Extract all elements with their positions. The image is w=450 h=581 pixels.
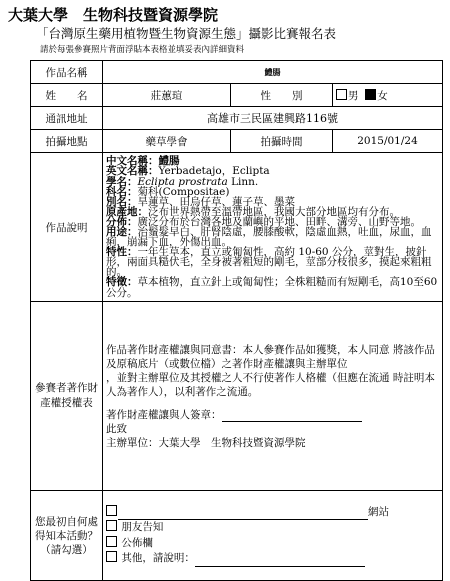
work-name-label: 作品名稱 [31, 61, 103, 84]
row-work-name [31, 61, 443, 84]
address-field[interactable]: 高雄市三民區建興路116號 [103, 107, 443, 130]
desc-value: 旱蓮草、田烏仔草、蓮子草、墨菜 [137, 195, 295, 208]
source-question-label: 您最初自何處得知本活動？（請勾選） [31, 491, 103, 581]
row-address [31, 107, 443, 130]
source-other-checkbox[interactable] [106, 551, 117, 562]
form-instruction: 請於每張參賽照片背面浮貼本表格並填妥表內詳細資料 [40, 45, 245, 55]
source-options [103, 491, 443, 581]
signature-field[interactable] [222, 411, 362, 422]
desc-key: 用途： [106, 226, 138, 238]
row-name-gender [31, 84, 443, 107]
desc-value: 治鬚髮早白、肝腎陰虛，腰膝酸軟，陰虛血熱，吐血，尿血，血痢，崩漏下血，外傷出血。 [106, 226, 432, 249]
desc-key: 分佈： [106, 215, 138, 228]
desc-key: 特徵： [106, 276, 138, 289]
gender-female-label: 女 [377, 89, 388, 102]
gender-label: 性 別 [231, 84, 333, 107]
desc-value: Linn. [227, 175, 259, 188]
gender-female-checkbox[interactable] [365, 89, 376, 100]
desc-value: 一年生草本，直立或匍匐性，高約 10-60 公分，莖對生，披針形，兩面具糙伏毛，全身被著粗短的剛毛，莖部分枝很多，摸起來粗粗的。 [106, 246, 432, 279]
desc-key: 學名： [106, 175, 138, 188]
location-field[interactable]: 藥草學會 [103, 130, 231, 153]
source-bulletin-label: 公佈欄 [121, 536, 153, 549]
rights-agreement-label: 參賽者著作財產權授權表 [31, 302, 103, 491]
address-label: 通訊地址 [31, 107, 103, 130]
desc-value: 鱧腸 [158, 155, 180, 168]
source-website-checkbox[interactable] [106, 505, 117, 516]
desc-key: 科名： [106, 185, 138, 198]
time-label: 拍攝時間 [231, 130, 333, 153]
source-other-field[interactable] [195, 556, 365, 567]
source-bulletin-checkbox[interactable] [106, 536, 117, 547]
rights-agreement-text [103, 302, 443, 491]
form-title: 「台灣原生藥用植物暨生物資源生態」攝影比賽報名表 [36, 26, 337, 41]
location-label: 拍攝地點 [31, 130, 103, 153]
work-name-field[interactable]: 鱧腸 [103, 61, 443, 84]
row-location-time [31, 130, 443, 153]
org-title: 大葉大學 生物科技暨資源學院 [8, 6, 219, 24]
desc-value: 廣泛分布於台灣各地及蘭嶼的平地、田畔、溝旁、山野等地。 [137, 215, 421, 228]
desc-key: 英文名稱： [106, 165, 159, 178]
agreement-paragraph-2: ，並對主辦單位及其授權之人不行使著作人格權（但應在流通 時註明本人為著作人），以利著作之流通。 [106, 371, 435, 398]
name-label: 姓 名 [31, 84, 103, 107]
description-field[interactable] [103, 153, 443, 302]
source-website-label: 網站 [368, 505, 389, 518]
desc-value: 泛布世界熱帶至溫帶地區，我國大部分地區均有分布。 [148, 205, 400, 218]
desc-key: 特性： [106, 246, 138, 259]
time-field[interactable]: 2015/01/24 [333, 130, 443, 153]
description-label: 作品說明 [31, 153, 103, 302]
desc-value: 草本植物，直立針上或匍匐性；全株粗糙而有短剛毛，高10至60公分。 [106, 276, 438, 299]
gender-male-checkbox[interactable] [336, 89, 347, 100]
desc-value: 菊科(Compositae) [137, 185, 230, 198]
desc-key: 原產地： [106, 205, 148, 218]
source-other-label: 其他，請說明： [121, 552, 195, 564]
signature-label: 著作財產權讓與人簽章： [106, 408, 222, 421]
source-friend-label: 朋友告知 [121, 521, 164, 533]
organizer-text: 主辦單位：大葉大學 生物科技暨資源學院 [106, 436, 306, 449]
row-rights-agreement [31, 302, 443, 491]
closing-text: 此致 [106, 422, 127, 435]
name-field[interactable]: 莊蕙瑄 [103, 84, 231, 107]
row-description [31, 153, 443, 302]
source-friend-checkbox[interactable] [106, 520, 117, 531]
entry-form-table [30, 60, 443, 581]
desc-value: Eclipta prostrata [137, 175, 228, 188]
gender-options [333, 84, 443, 107]
source-website-field[interactable] [118, 509, 368, 520]
row-source [31, 491, 443, 581]
desc-key: 別名： [106, 195, 138, 208]
gender-male-label: 男 [348, 89, 359, 102]
agreement-paragraph-1: 作品著作財產權讓與同意書：本人參賽作品如獲獎，本人同意 將該作品及原稿底片（或數位檔）之著作財產權讓與主辦單位 [106, 343, 435, 370]
desc-key: 中文名稱： [106, 155, 159, 168]
desc-value: Yerbadetajo，Eclipta [158, 165, 270, 178]
